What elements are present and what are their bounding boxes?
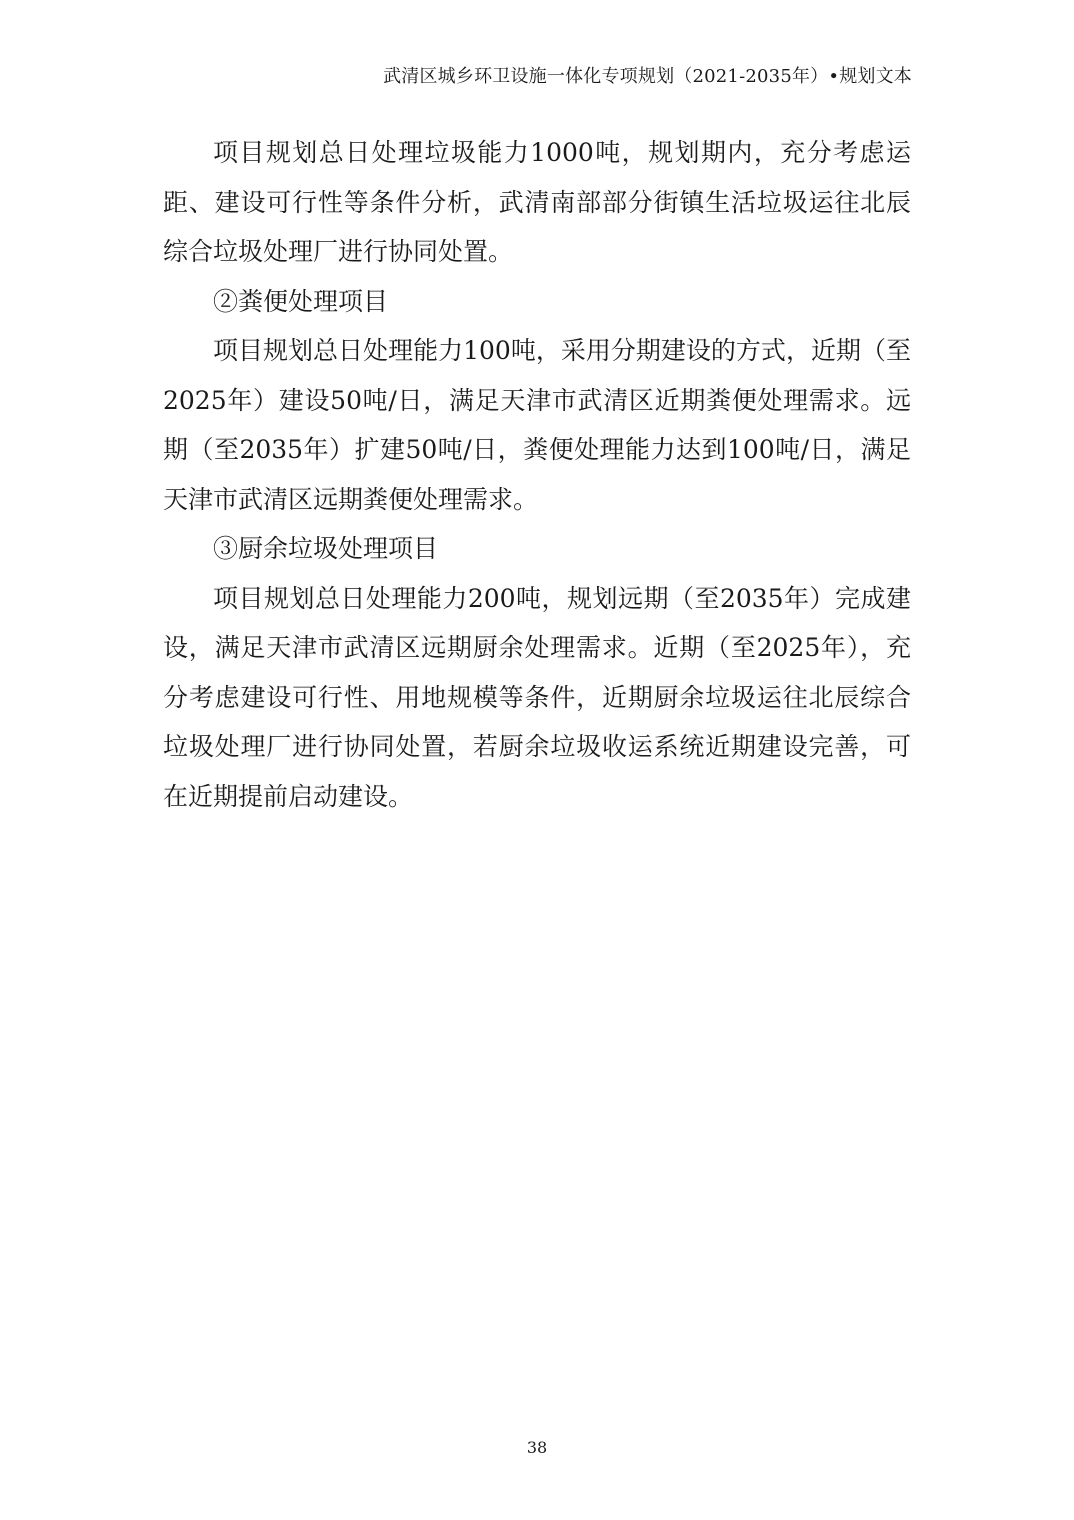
paragraph-waste-capacity: 项目规划总日处理垃圾能力1000吨，规划期内，充分考虑运距、建设可行性等条件分析，武清南部部分街镇生活垃圾运往北辰综合垃圾处理厂进行协同处置。 — [163, 138, 911, 266]
paragraph-kitchen-waste-capacity: 项目规划总日处理能力200吨，规划远期（至2035年）完成建设，满足天津市武清区远期厨余处理需求。近期（至2025年），充分考虑建设可行性、用地规模等条件，近期厨余垃圾运往北辰综合垃圾处理厂进行协同处置，若厨余垃圾收运系统近期建设完善，可在近期提前启动建设。 — [163, 583, 911, 811]
page-number: 38 — [526, 1438, 548, 1457]
heading-kitchen-waste-project: ③厨余垃圾处理项目 — [213, 534, 439, 563]
paragraph-feces-capacity: 项目规划总日处理能力100吨，采用分期建设的方式，近期（至2025年）建设50吨/日，满足天津市武清区近期粪便处理需求。远期（至2035年）扩建50吨/日，粪便处理能力达到100吨/日，满足天津市武清区远期粪便处理需求。 — [163, 336, 911, 514]
document-body — [163, 128, 911, 821]
running-header: 武清区城乡环卫设施一体化专项规划（2021-2035年）•规划文本 — [383, 66, 912, 87]
heading-feces-project: ②粪便处理项目 — [213, 286, 389, 316]
